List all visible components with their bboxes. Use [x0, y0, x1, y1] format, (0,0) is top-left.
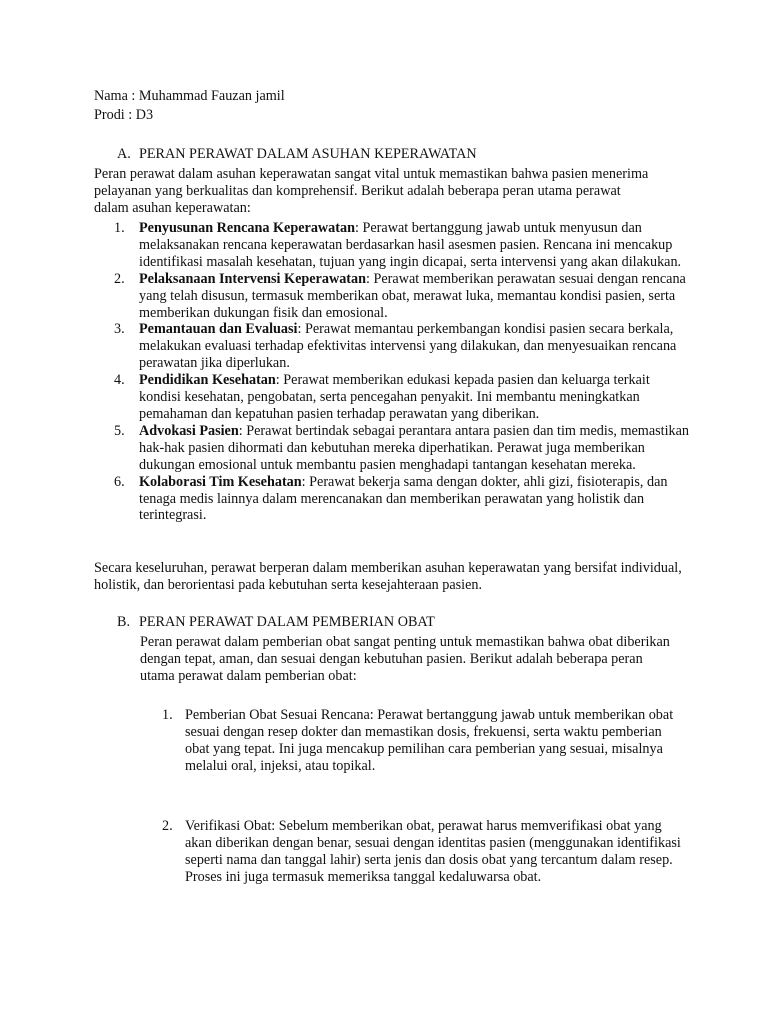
- list-item: [94, 474, 694, 525]
- list-item-number: 3.: [114, 321, 125, 338]
- list-item: [94, 220, 694, 271]
- list-item-term: Pemantauan dan Evaluasi: [139, 321, 298, 338]
- section-a-intro: Peran perawat dalam asuhan keperawatan sangat vital untuk memastikan bahwa pasien menerima pelayanan yang berkualitas dan komprehensif. Berikut adalah beberapa peran utama perawat dalam asuhan keperawatan:: [94, 166, 649, 216]
- list-item-desc: : Perawat memantau perkembangan kondisi pasien secara berkala, melakukan evaluasi terhadap efektivitas intervensi yang dilakukan, dan menyesuaikan rencana perawatan jika diperlukan.: [139, 321, 677, 372]
- list-item-number: 4.: [114, 372, 125, 389]
- list-item-text: Verifikasi Obat: Sebelum memberikan obat, perawat harus memverifikasi obat yang akan diberikan dengan benar, sesuai dengan identitas pasien (menggunakan identifikasi seperti nama dan tanggal lahir) serta jenis dan dosis obat yang tercantum dalam resep. Proses ini juga termasuk memeriksa tanggal kedaluwarsa obat.: [185, 818, 681, 885]
- list-item-term: Pendidikan Kesehatan: [139, 372, 276, 389]
- list-item-term: Advokasi Pasien: [139, 422, 239, 439]
- section-b-intro: Peran perawat dalam pemberian obat sangat penting untuk memastikan bahwa obat diberikan dengan tepat, aman, dan sesuai dengan kebutuhan pasien. Berikut adalah beberapa peran utama perawat dalam pemberian obat:: [140, 634, 670, 684]
- list-item-term: Penyusunan Rencana Keperawatan: [139, 220, 355, 236]
- list-item-number: 6.: [114, 473, 125, 490]
- list-item-desc: : Perawat memberikan edukasi kepada pasien dan keluarga terkait kondisi kesehatan, pengobatan, serta pencegahan penyakit. Ini membantu meningkatkan pemahaman dan kepatuhan pasien terhadap perawatan yang diberikan.: [139, 372, 650, 422]
- list-item: [162, 707, 682, 775]
- section-a-conclusion: Secara keseluruhan, perawat berperan dalam memberikan asuhan keperawatan yang bersifat individual, holistik, dan berorientasi pada kebutuhan serta kesejahteraan pasien.: [94, 560, 682, 593]
- section-a-list: [94, 220, 694, 524]
- list-item-text: Pemberian Obat Sesuai Rencana: Perawat bertanggung jawab untuk memberikan obat sesuai dengan resep dokter dan memastikan dosis, frekuensi, serta waktu pemberian obat yang tepat. Ini juga mencakup pemilihan cara pemberian yang sesuai, misalnya melalui oral, injeksi, atau topikal.: [185, 707, 674, 774]
- list-item-number: 2.: [162, 818, 173, 834]
- list-item-desc: : Perawat bertindak sebagai perantara antara pasien dan tim medis, memastikan hak-hak pasien dihormati dan kebutuhan mereka diperhatikan. Perawat juga memberikan dukungan emosional untuk membantu pasien menghadapi tantangan kesehatan mereka.: [139, 422, 690, 473]
- section-b-letter: B.: [117, 614, 131, 630]
- study-program: Prodi : D3: [94, 107, 154, 123]
- section-a-letter: A.: [117, 146, 131, 162]
- list-item: [162, 818, 682, 886]
- section-b-title: PERAN PERAWAT DALAM PEMBERIAN OBAT: [139, 614, 435, 630]
- list-item-number: 1.: [114, 220, 125, 236]
- list-item-term: Pelaksanaan Intervensi Keperawatan: [139, 270, 366, 287]
- student-name: Nama : Muhammad Fauzan jamil: [94, 88, 285, 104]
- list-item-term: Kolaborasi Tim Kesehatan: [139, 473, 302, 490]
- list-item-desc: : Perawat bertanggung jawab untuk menyusun dan melaksanakan rencana keperawatan berdasarkan hasil asesmen pasien. Rencana ini mencakup identifikasi masalah kesehatan, tujuan yang ingin dicapai, serta intervensi yang akan dilakukan.: [139, 220, 682, 270]
- section-a-title: PERAN PERAWAT DALAM ASUHAN KEPERAWATAN: [139, 146, 477, 162]
- list-item-desc: : Perawat memberikan perawatan sesuai dengan rencana yang telah disusun, termasuk memberikan obat, merawat luka, memantau kondisi pasien, serta memberikan dukungan fisik dan emosional.: [139, 270, 686, 321]
- list-item: [94, 321, 694, 372]
- list-item: [94, 271, 694, 322]
- list-item: [94, 423, 694, 474]
- list-item-number: 2.: [114, 270, 125, 287]
- list-item-number: 1.: [162, 707, 173, 723]
- list-item-number: 5.: [114, 422, 125, 439]
- list-item: [94, 372, 694, 423]
- list-item-desc: : Perawat bekerja sama dengan dokter, ahli gizi, fisioterapis, dan tenaga medis lainnya dalam merencanakan dan memberikan perawatan yang holistik dan terintegrasi.: [139, 473, 668, 524]
